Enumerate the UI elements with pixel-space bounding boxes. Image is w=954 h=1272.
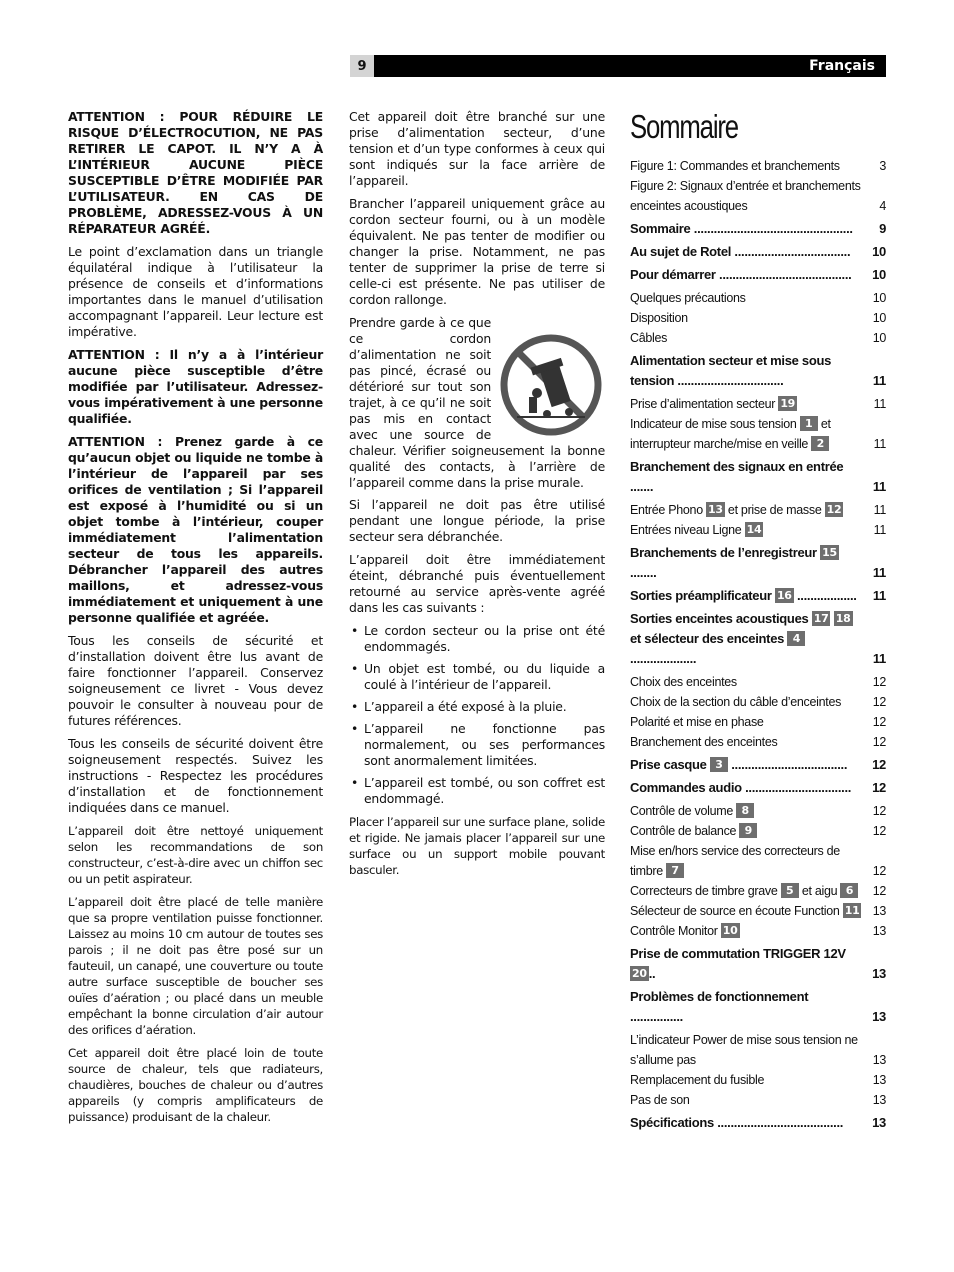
toc-page-number: 11 — [872, 373, 886, 388]
callout-number-badge: 18 — [835, 612, 851, 625]
toc-page-number: 11 — [873, 397, 886, 411]
toc-text: Prise casque — [630, 757, 710, 772]
toc-entry — [630, 351, 886, 391]
paragraph: Le point d’exclamation dans un triangle équilatéral indique à l’utilisateur la présence de conseils et d’informations importantes dans le manuel d’utilisation accompagnant l’appareil. Leur lecture est impérative. — [68, 244, 323, 339]
toc-entry — [630, 308, 886, 328]
toc-page-number: 11 — [873, 503, 886, 517]
toc-entry — [630, 987, 886, 1027]
paragraph: Prendre garde à ce que ce cordon d’alimentation ne soit pas pincé, écrasé ou détérioré sur tout son trajet, à ce qu’il ne soit pas mis en contact avec une source de chaleur. Vérifier soigneusement la bonne qualité des contacts, à l’arrière de l’appareil comme dans la prise murale. — [349, 315, 605, 490]
toc-text: et sélecteur des enceintes — [630, 631, 788, 646]
paragraph: ATTENTION : Prenez garde à ce qu’aucun objet ou liquide ne tombe à l’intérieur de l’appareil par ses orifices de ventilation ; Si l’appareil est exposé à l’humidité ou si un objet tombe à l’intérieur, couper immédiatement l’alimentation secteur de tous les appareils. Débrancher l’appareil des autres maillons, et adressez-vous immédiatement et uniquement à une personne qualifiée et agréée. — [68, 434, 323, 625]
callout-number-badge: 9 — [739, 823, 757, 838]
toc-title: Sommaire — [630, 108, 738, 145]
list-item: • L’appareil a été exposé à la pluie. — [349, 699, 605, 715]
toc-text: Choix de la section du câble d’enceintes — [630, 695, 842, 709]
toc-page-number: 12 — [872, 735, 886, 749]
table-of-contents — [630, 108, 886, 1136]
toc-page-number: 12 — [872, 824, 886, 838]
toc-entry-label — [630, 156, 886, 176]
toc-entry — [630, 692, 886, 712]
toc-page-number: 11 — [872, 588, 886, 603]
toc-page-number: 13 — [872, 1093, 886, 1107]
toc-entry — [630, 1030, 886, 1070]
toc-page-number: 12 — [872, 780, 886, 795]
toc-entry-label — [630, 265, 886, 285]
toc-entry — [630, 755, 886, 775]
toc-entry-label — [630, 821, 886, 841]
toc-page-number: 12 — [872, 884, 886, 898]
toc-entry-label — [630, 586, 886, 606]
toc-text: Sommaire ................................................ — [630, 221, 853, 236]
bullet-list — [349, 623, 605, 807]
callout-number-badge: 12 — [826, 503, 842, 516]
toc-text: Figure 1: Commandes et branchements — [630, 159, 840, 173]
toc-entry — [630, 921, 886, 941]
toc-page-number: 12 — [872, 695, 886, 709]
toc-text: Spécifications ...................................... — [630, 1115, 844, 1130]
toc-page-number: 13 — [872, 966, 886, 981]
toc-page-number: 10 — [872, 311, 886, 325]
toc-page-number: 12 — [872, 757, 886, 772]
toc-text: Figure 2: Signaux d’entrée et branchements enceintes acoustiques — [630, 179, 861, 213]
toc-entry-label — [630, 543, 886, 583]
callout-number-badge: 19 — [780, 397, 796, 410]
toc-page-number: 10 — [872, 267, 886, 282]
toc-page-number: 11 — [873, 523, 886, 537]
list-item: • Un objet est tombé, ou du liquide a coulé à l’intérieur de l’appareil. — [349, 661, 605, 693]
toc-entry-label — [630, 1113, 886, 1133]
callout-number-badge: 2 — [811, 436, 829, 451]
toc-entry-label — [630, 176, 886, 216]
toc-entry-label — [630, 732, 886, 752]
toc-page-number: 10 — [872, 331, 886, 345]
list-item: • L’appareil est tombé, ou son coffret est endommagé. — [349, 775, 605, 807]
toc-entry-label — [630, 219, 886, 239]
toc-entry-label — [630, 457, 886, 497]
toc-entry-label — [630, 801, 886, 821]
callout-number-badge: 17 — [813, 612, 829, 625]
toc-entry — [630, 732, 886, 752]
toc-entry-label — [630, 944, 886, 984]
toc-entry-label — [630, 1070, 886, 1090]
callout-number-badge: 4 — [787, 631, 805, 646]
toc-text: Prise d’alimentation secteur — [630, 397, 779, 411]
toc-page-number: 13 — [872, 924, 886, 938]
toc-page-number: 12 — [872, 715, 886, 729]
toc-text: et aigu — [798, 884, 841, 898]
toc-entry-label — [630, 242, 886, 262]
callout-number-badge: 6 — [840, 883, 858, 898]
callout-number-badge: 5 — [781, 883, 799, 898]
toc-entry — [630, 242, 886, 262]
paragraph: Placer l’appareil sur une surface plane, solide et rigide. Ne jamais placer l’appareil sur une surface ou un support mobile pouvant basculer. — [349, 815, 605, 877]
toc-page-number: 9 — [879, 221, 886, 236]
toc-page-number: 13 — [872, 1053, 886, 1067]
toc-entry-label — [630, 987, 886, 1027]
toc-entry-label — [630, 288, 886, 308]
toc-text: Disposition — [630, 311, 688, 325]
callout-number-badge: 20 — [632, 967, 647, 980]
toc-entry-label — [630, 712, 886, 732]
toc-text: Mise en/hors service des correcteurs de timbre — [630, 844, 840, 878]
cart-tipover-warning-icon — [497, 331, 605, 439]
list-item: • L’appareil ne fonctionne pas normalement, ou ses performances sont anormalement limitées. — [349, 721, 605, 769]
toc-entry — [630, 712, 886, 732]
toc-entry-label — [630, 921, 886, 941]
toc-entry — [630, 414, 886, 454]
toc-entry — [630, 821, 886, 841]
toc-text: L’indicateur Power de mise sous tension ne s’allume pas — [630, 1033, 858, 1067]
toc-text: .................. — [793, 588, 857, 603]
callout-number-badge: 10 — [722, 924, 738, 937]
toc-entry-label — [630, 1030, 886, 1070]
callout-number-badge: 15 — [822, 546, 837, 559]
toc-entry — [630, 901, 886, 921]
paragraph: Cet appareil doit être branché sur une prise d’alimentation secteur, d’une tension et d’un type conformes à ceux qui sont indiqués sur la face arrière de l’appareil. — [349, 109, 605, 188]
toc-entry — [630, 609, 886, 669]
toc-entry — [630, 543, 886, 583]
toc-entry — [630, 500, 886, 520]
paragraph: ATTENTION : POUR RÉDUIRE LE RISQUE D’ÉLECTROCUTION, NE PAS RETIRER LE CAPOT. IL N’Y A À L’INTÉRIEUR AUCUNE PIÈCE SUSCEPTIBLE D’ÊTRE MODIFIÉE PAR L’UTILISATEUR. EN CAS DE PROBLÈME, ADRESSEZ-VOUS À UN RÉPARATEUR AGRÉÉ. — [68, 109, 323, 236]
toc-text: Entrée Phono — [630, 503, 707, 517]
toc-entry — [630, 520, 886, 540]
toc-entry-label — [630, 609, 886, 669]
paragraph: Tous les conseils de sécurité doivent être soigneusement respectés. Suivez les instructions - Respectez les procédures d’installation et de fonctionnement indiquées dans ce manuel. — [68, 736, 323, 815]
paragraph: L’appareil doit être placé de telle manière que sa propre ventilation puisse fonctionner. Laissez au moins 10 cm autour de toutes ses parois ; il ne doit pas être posé sur un fauteuil, un canapé, une couverture ou toute autre surface susceptible de boucher ses ouïes d’aération ; ou placé dans un meuble empêchant la bonne circulation d’air autour des orifices d’aération. — [68, 895, 323, 1037]
paragraph: Cet appareil doit être placé loin de toute source de chaleur, tels que radiateurs, chaudières, bouches de chaleur ou d’autres appareils (y compris amplificateurs de puissance) produisant de la chaleur. — [68, 1046, 323, 1124]
callout-number-badge: 13 — [708, 503, 723, 516]
toc-entry — [630, 176, 886, 216]
toc-page-number: 12 — [872, 675, 886, 689]
toc-entry-label — [630, 901, 886, 921]
toc-page-number: 13 — [872, 904, 886, 918]
toc-text: Branchement des signaux en entrée ....... — [630, 459, 844, 494]
toc-text: Contrôle de balance — [630, 824, 740, 838]
callout-number-badge: 7 — [666, 863, 684, 878]
toc-entry — [630, 801, 886, 821]
list-item: • Le cordon secteur ou la prise ont été endommagés. — [349, 623, 605, 655]
toc-text: Au sujet de Rotel ................................... — [630, 244, 851, 259]
toc-entry-label — [630, 520, 886, 540]
toc-text: Remplacement du fusible — [630, 1073, 765, 1087]
toc-entry-label — [630, 841, 886, 881]
toc-list — [630, 156, 886, 1133]
paragraph: Si l’appareil ne doit pas être utilisé pendant une longue période, la prise secteur sera débranchée. — [349, 497, 605, 544]
paragraph: L’appareil doit être nettoyé uniquement selon les recommandations de son constructeur, c’est-à-dire avec un chiffon sec ou un petit aspirateur. — [68, 824, 323, 886]
toc-entry — [630, 457, 886, 497]
toc-entry — [630, 219, 886, 239]
toc-text: .. — [648, 966, 656, 981]
toc-text: Quelques précautions — [630, 291, 746, 305]
safety-column-right — [349, 109, 605, 885]
toc-entry-label — [630, 672, 886, 692]
toc-text: Commandes audio ................................ — [630, 780, 852, 795]
paragraph: Tous les conseils de sécurité et d’installation doivent être lus avant de faire fonctionner l’appareil. Conservez soigneusement ce livret - Vous devez pouvoir le consulter à nouveau pour de futures références. — [68, 633, 323, 728]
toc-entry — [630, 265, 886, 285]
toc-text: Prise de commutation TRIGGER 12V — [630, 946, 846, 961]
callout-number-badge: 11 — [844, 904, 860, 917]
toc-entry — [630, 394, 886, 414]
toc-entry — [630, 288, 886, 308]
toc-text: Sélecteur de source en écoute Function — [630, 904, 843, 918]
callout-number-badge: 8 — [736, 803, 754, 818]
paragraph: L’appareil doit être immédiatement éteint, débranché puis éventuellement retourné au service après-vente agréé dans les cas suivants : — [349, 552, 605, 615]
toc-page-number: 12 — [872, 864, 886, 878]
toc-entry — [630, 1113, 886, 1133]
toc-text: Choix des enceintes — [630, 675, 737, 689]
page-number: 9 — [350, 55, 374, 77]
toc-entry — [630, 778, 886, 798]
toc-text: ........ — [630, 565, 657, 580]
toc-page-number: 13 — [872, 1115, 886, 1130]
safety-column-left — [68, 109, 323, 1132]
toc-entry-label — [630, 500, 886, 520]
toc-text: Correcteurs de timbre grave — [630, 884, 781, 898]
toc-text: Branchements de l’enregistreur — [630, 545, 821, 560]
toc-entry — [630, 1090, 886, 1110]
toc-text: Pour démarrer ........................................ — [630, 267, 852, 282]
toc-page-number: 4 — [879, 199, 886, 213]
toc-entry — [630, 841, 886, 881]
toc-entry-label — [630, 881, 886, 901]
toc-text: Contrôle Monitor — [630, 924, 721, 938]
callout-number-badge: 16 — [776, 589, 792, 602]
toc-entry-label — [630, 1090, 886, 1110]
toc-page-number: 3 — [879, 159, 886, 173]
toc-text: Sorties préamplificateur — [630, 588, 775, 603]
toc-text: .................... — [630, 651, 697, 666]
toc-text: Câbles — [630, 331, 668, 345]
toc-entry — [630, 156, 886, 176]
toc-page-number: 12 — [872, 804, 886, 818]
toc-text: Contrôle de volume — [630, 804, 737, 818]
toc-entry-label — [630, 308, 886, 328]
toc-text: Alimentation secteur et mise sous tension ................................ — [630, 353, 832, 388]
paragraph: Brancher l’appareil uniquement grâce au cordon secteur fourni, ou à un modèle équivalent. Ne pas tenter de modifier ou changer la prise. Notamment, ne pas tenter de supprimer la prise de terre si celle-ci est présente. Ne pas utiliser de cordon rallonge. — [349, 196, 605, 307]
toc-text: Indicateur de mise sous tension — [630, 417, 800, 431]
toc-text: Polarité et mise en phase — [630, 715, 764, 729]
toc-page-number: 11 — [872, 651, 886, 666]
toc-page-number: 10 — [872, 244, 886, 259]
toc-entry-label — [630, 394, 886, 414]
toc-page-number: 13 — [872, 1073, 886, 1087]
callout-number-badge: 1 — [800, 416, 818, 431]
callout-number-badge: 3 — [710, 757, 728, 772]
toc-page-number: 13 — [872, 1009, 886, 1024]
toc-entry — [630, 586, 886, 606]
toc-entry-label — [630, 351, 886, 391]
toc-text: ................................... — [727, 757, 848, 772]
toc-page-number: 11 — [872, 565, 886, 580]
toc-entry-label — [630, 755, 886, 775]
toc-text: Pas de son — [630, 1093, 690, 1107]
toc-text: et interrupteur marche/mise en veille — [630, 417, 831, 451]
toc-entry — [630, 881, 886, 901]
toc-entry-label — [630, 778, 886, 798]
toc-page-number: 10 — [872, 291, 886, 305]
toc-text: Sorties enceintes acoustiques — [630, 611, 812, 626]
toc-entry — [630, 328, 886, 348]
toc-page-number: 11 — [872, 479, 886, 494]
toc-entry — [630, 944, 886, 984]
toc-entry — [630, 672, 886, 692]
callout-number-badge: 14 — [746, 523, 762, 536]
toc-text: et prise de masse — [724, 503, 825, 517]
toc-text: Entrées niveau Ligne — [630, 523, 745, 537]
toc-entry — [630, 1070, 886, 1090]
language-banner — [374, 55, 886, 77]
toc-text: Problèmes de fonctionnement ................ — [630, 989, 809, 1024]
toc-entry-label — [630, 328, 886, 348]
paragraph: ATTENTION : Il n’y a à l’intérieur aucune pièce susceptible d’être modifiée par l’utilisateur. Adressez-vous impérativement à une personne qualifiée. — [68, 347, 323, 426]
language-label: Français — [809, 58, 875, 74]
toc-entry-label — [630, 692, 886, 712]
toc-entry-label — [630, 414, 886, 454]
toc-text: Branchement des enceintes — [630, 735, 778, 749]
toc-page-number: 11 — [873, 437, 886, 451]
